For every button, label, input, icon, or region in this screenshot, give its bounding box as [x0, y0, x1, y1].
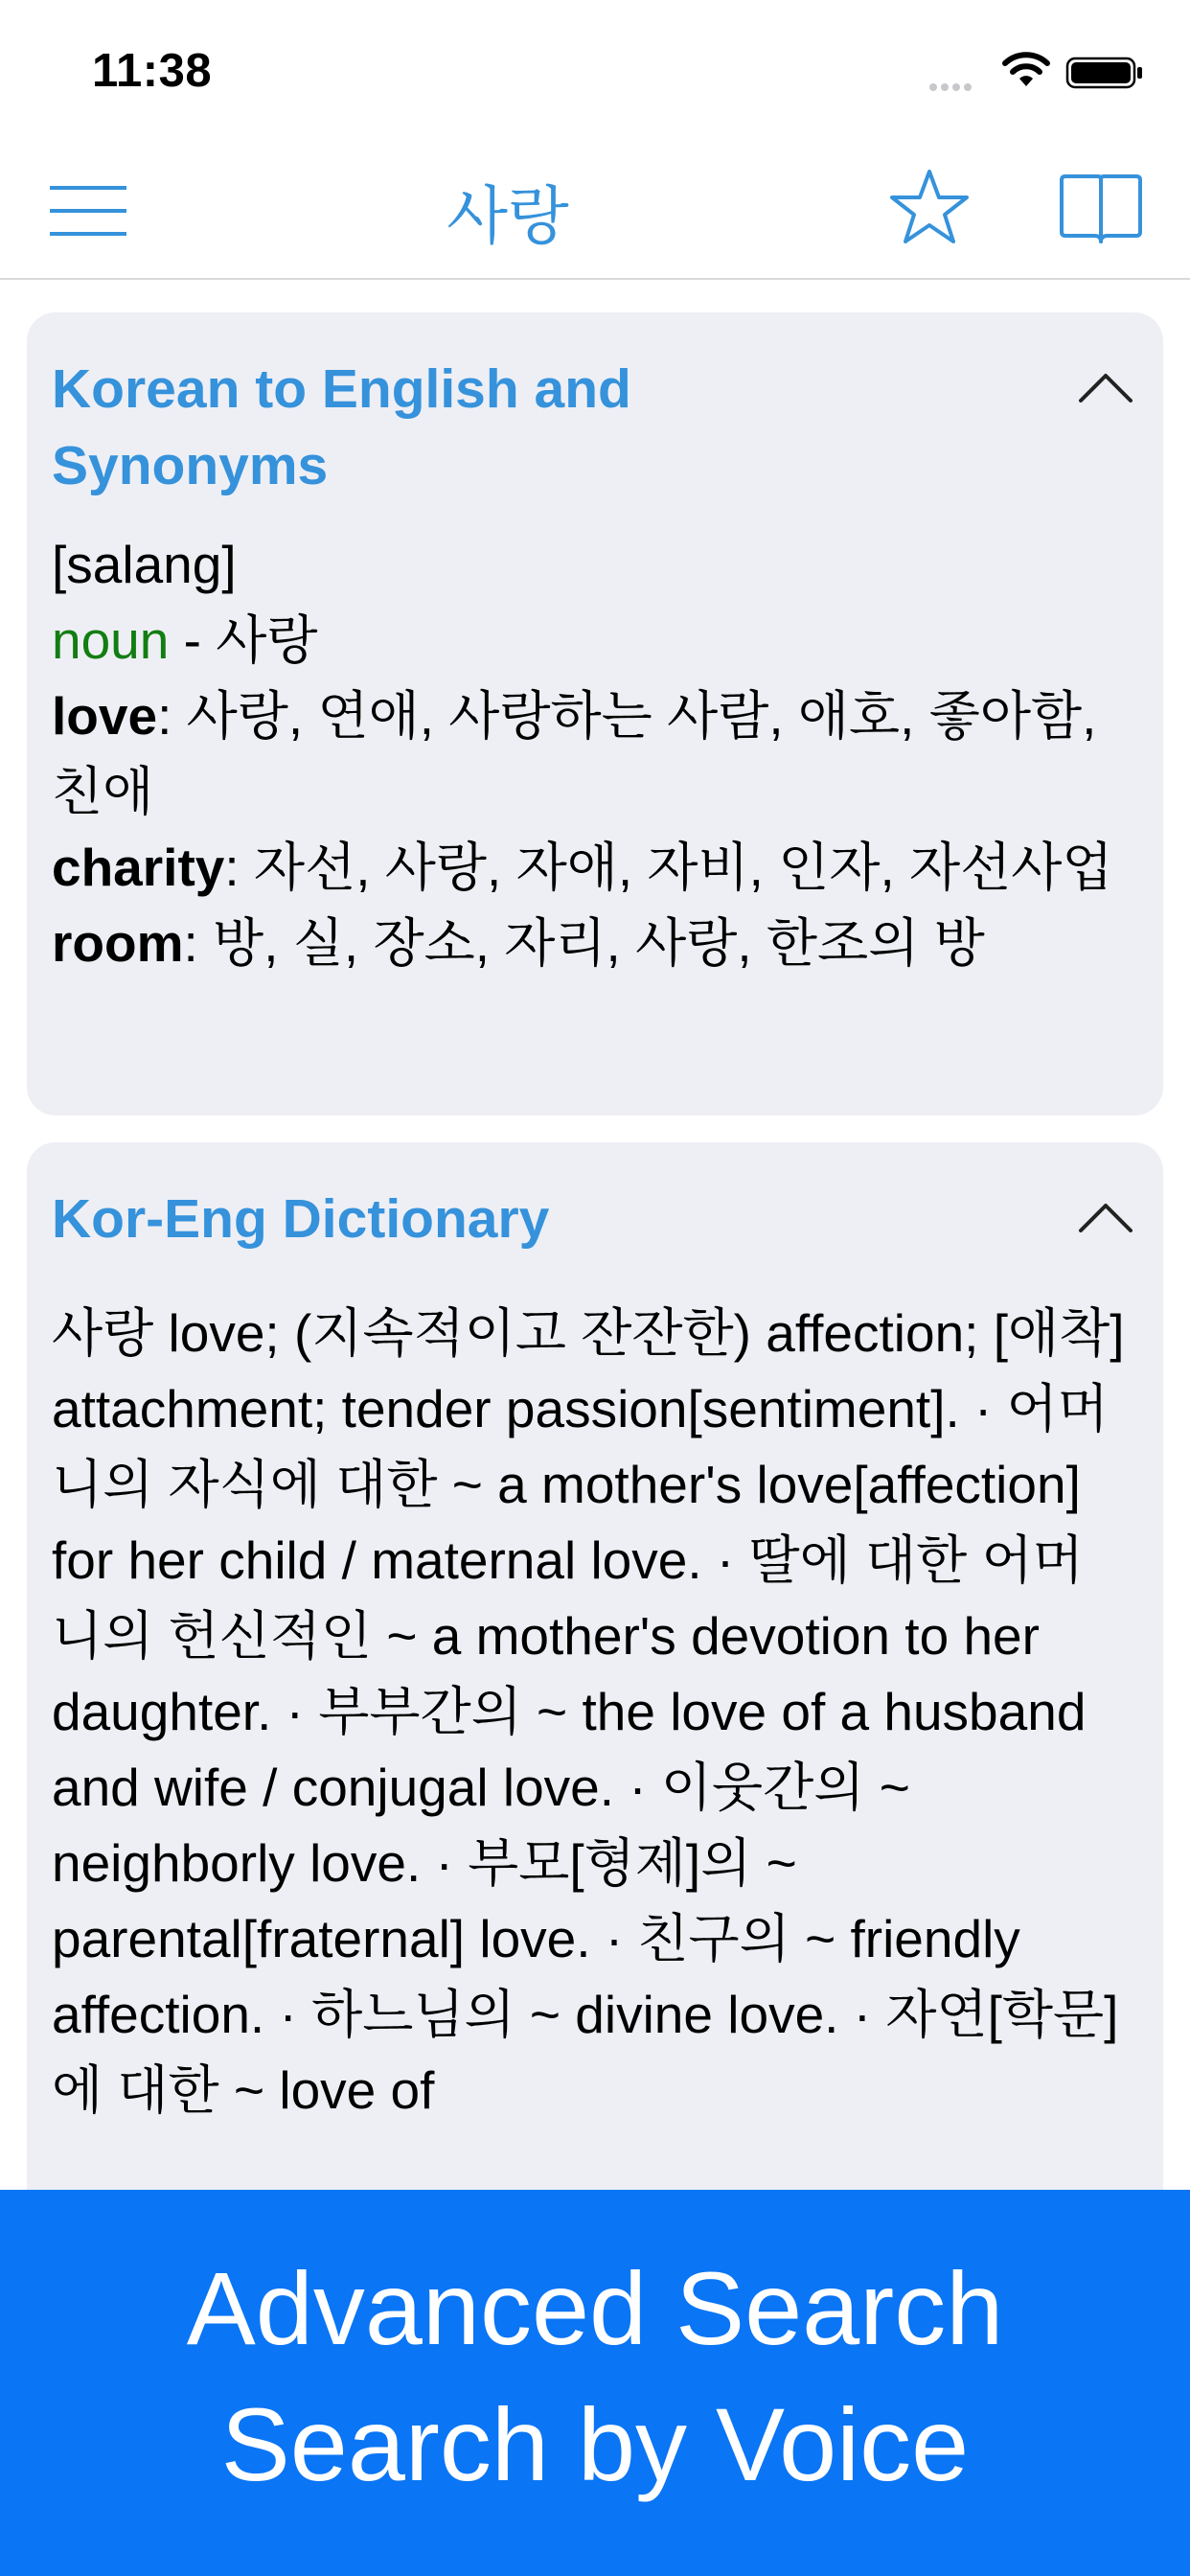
- chevron-up-icon[interactable]: [1077, 1198, 1134, 1236]
- status-bar: [0, 0, 1190, 144]
- definition-text: 사랑 love; (지속적이고 잔잔한) affection; [애착] attachment; tender passion[sentiment]. · 어머니의 자식에 대한 ~ a mother's love[affection] for her child / maternal love. · 딸에 대한 어머니의 헌신적인 ~ a mother's devotion to her daughter. · 부부간의 ~ the love of a husband and wife / conjugal love. · 이웃간의 ~ neighborly love. · 부모[형제]의 ~ parental[fraternal] love. · 친구의 ~ friendly affection. · 하느님의 ~ divine love. · 자연[학문]에 대한 ~ love of: [52, 1303, 1125, 2120]
- battery-icon: [1065, 57, 1144, 89]
- card-title[interactable]: Kor-Eng Dictionary: [52, 1188, 550, 1250]
- synonyms-card: [27, 312, 1163, 1116]
- banner-line-1: Advanced Search: [186, 2250, 1004, 2366]
- entry-charity: [52, 830, 1125, 906]
- navigation-bar: [0, 144, 1190, 280]
- part-of-speech-line: [52, 603, 1125, 678]
- cellular-signal-icon: [929, 79, 987, 88]
- promo-banner: [0, 2190, 1190, 2576]
- open-book-icon[interactable]: [1058, 172, 1144, 249]
- star-icon[interactable]: [889, 167, 970, 247]
- entry-term: charity: [52, 838, 225, 897]
- banner-line-2: Search by Voice: [220, 2386, 970, 2502]
- entry-synonyms: : 사랑, 연애, 사랑하는 사람, 애호, 좋아함, 친애: [52, 686, 1097, 821]
- entry-room: [52, 906, 1125, 981]
- romanization: [salang]: [52, 535, 237, 594]
- card-body: [52, 527, 1125, 981]
- chevron-up-icon[interactable]: [1077, 368, 1134, 406]
- entry-synonyms: : 자선, 사랑, 자애, 자비, 인자, 자선사업: [224, 838, 1113, 897]
- card-title[interactable]: Korean to English and Synonyms: [52, 358, 631, 496]
- dictionary-card: [27, 1142, 1163, 2292]
- entry-term: love: [52, 686, 158, 746]
- status-time: 11:38: [92, 45, 213, 97]
- headword-repeat: - 사랑: [169, 610, 318, 670]
- entry-love: [52, 678, 1125, 830]
- entry-synonyms: : 방, 실, 장소, 자리, 사랑, 한조의 방: [183, 913, 985, 973]
- entry-term: room: [52, 913, 184, 973]
- page-title: 사랑: [446, 180, 569, 251]
- wifi-icon: [1001, 50, 1051, 88]
- part-of-speech: noun: [52, 610, 170, 670]
